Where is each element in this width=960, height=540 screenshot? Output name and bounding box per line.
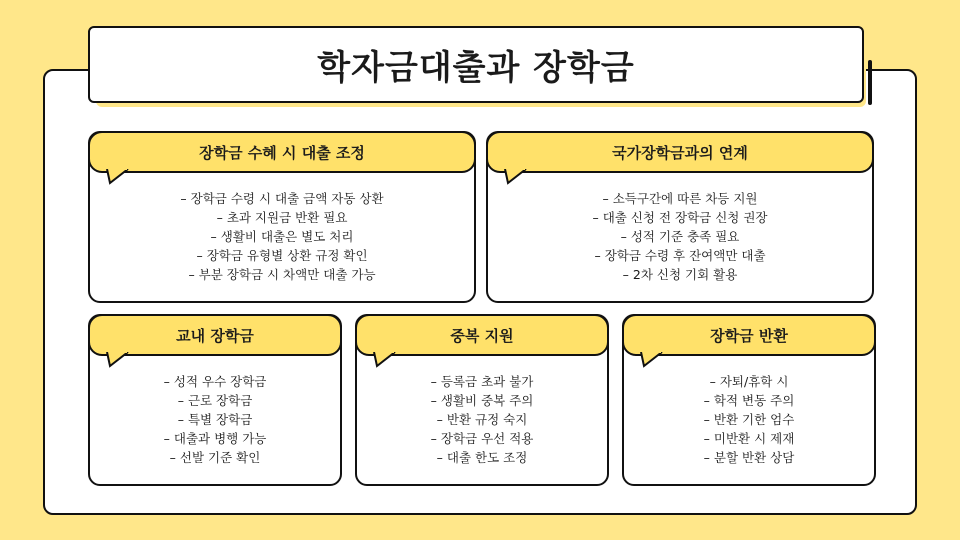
list-item: – 반환 기한 엄수 [624, 410, 874, 429]
card-header: 국가장학금과의 연계 [486, 131, 874, 173]
list-item: – 대출과 병행 가능 [90, 429, 340, 448]
list-item: – 성적 우수 장학금 [90, 372, 340, 391]
list-item: – 등록금 초과 불가 [357, 372, 607, 391]
card-duplicate-support [355, 314, 609, 486]
card-scholarship-return [622, 314, 876, 486]
list-item: – 미반환 시 제재 [624, 429, 874, 448]
list-item: – 대출 한도 조정 [357, 448, 607, 467]
list-item: – 장학금 유형별 상환 규정 확인 [90, 246, 474, 265]
list-item: – 생활비 중복 주의 [357, 391, 607, 410]
list-item: – 장학금 수령 후 잔여액만 대출 [488, 246, 872, 265]
list-item: – 성적 기준 충족 필요 [488, 227, 872, 246]
card-header: 장학금 수혜 시 대출 조정 [88, 131, 476, 173]
list-item: – 장학금 수령 시 대출 금액 자동 상환 [90, 189, 474, 208]
list-item: – 2차 신청 기회 활용 [488, 265, 872, 284]
list-item: – 근로 장학금 [90, 391, 340, 410]
list-item: – 소득구간에 따른 차등 지원 [488, 189, 872, 208]
card-campus-scholarship [88, 314, 342, 486]
list-item: – 초과 지원금 반환 필요 [90, 208, 474, 227]
title-box [88, 26, 864, 103]
list-item: – 분할 반환 상담 [624, 448, 874, 467]
list-item: – 특별 장학금 [90, 410, 340, 429]
card-header: 장학금 반환 [622, 314, 876, 356]
list-item: – 부분 장학금 시 차액만 대출 가능 [90, 265, 474, 284]
card-scholarship-loan-adjustment [88, 131, 476, 303]
page-title: 학자금대출과 장학금 [317, 48, 635, 88]
list-item: – 장학금 우선 적용 [357, 429, 607, 448]
title-accent [868, 60, 872, 105]
list-item: – 대출 신청 전 장학금 신청 권장 [488, 208, 872, 227]
list-item: – 선발 기준 확인 [90, 448, 340, 467]
list-item: – 자퇴/휴학 시 [624, 372, 874, 391]
card-header: 중복 지원 [355, 314, 609, 356]
list-item: – 학적 변동 주의 [624, 391, 874, 410]
list-item: – 반환 규정 숙지 [357, 410, 607, 429]
card-header: 교내 장학금 [88, 314, 342, 356]
card-national-scholarship-link [486, 131, 874, 303]
list-item: – 생활비 대출은 별도 처리 [90, 227, 474, 246]
